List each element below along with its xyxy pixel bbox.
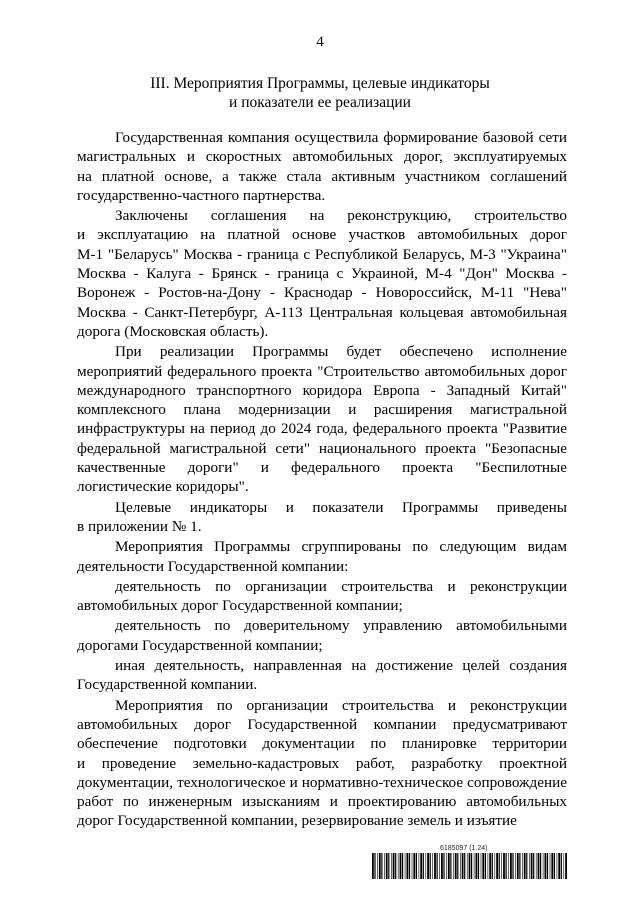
barcode-bar	[519, 853, 520, 879]
barcode-bar	[423, 853, 424, 879]
paragraph	[77, 656, 567, 695]
barcode-bar	[554, 853, 555, 879]
barcode-bar	[443, 853, 444, 879]
paragraph	[77, 577, 567, 616]
barcode-bar	[538, 853, 540, 879]
barcode-bar	[536, 853, 537, 879]
barcode-bar	[533, 853, 534, 879]
paragraph-line: Мероприятия Программы сгруппированы по следующим видам	[115, 538, 567, 556]
barcode-bar	[416, 853, 417, 879]
paragraph-line: обеспечение подготовки документации по планировке территории	[77, 735, 567, 753]
paragraph-line: При реализации Программы будет обеспечено исполнение	[115, 343, 567, 361]
barcode-bar	[474, 853, 475, 879]
paragraph-line: Москва - Санкт-Петербург, А-113 Центральная кольцевая автомобильная	[77, 303, 567, 321]
paragraph-line: дорогами Государственной компании;	[77, 636, 323, 654]
barcode-bar	[508, 853, 509, 879]
paragraph	[77, 206, 567, 341]
barcode-bar	[515, 853, 516, 879]
barcode-bar	[374, 853, 375, 879]
barcode-bar	[557, 853, 558, 879]
paragraph-line: документации, технологическое и нормативно-техническое сопровождение	[77, 773, 567, 791]
barcode-bar	[545, 853, 547, 879]
paragraph-line: деятельности Государственной компании:	[77, 557, 349, 575]
barcode-bar	[407, 853, 409, 879]
paragraph-line: Целевые индикаторы и показатели Программы приведены	[115, 498, 567, 516]
barcode-bar	[377, 853, 378, 879]
barcode-bar	[488, 853, 489, 879]
barcode-bar	[426, 853, 427, 879]
barcode-bar	[379, 853, 381, 879]
body-text	[77, 128, 567, 832]
paragraph-line: на платной основе, а также стала активным участником соглашений	[77, 167, 567, 185]
barcode-bar	[501, 853, 502, 879]
barcode-bar	[446, 853, 447, 879]
paragraph-line: и проведение земельно-кадастровых работ, разработку проектной	[77, 754, 567, 772]
barcode-bar	[531, 853, 533, 879]
barcode-bar	[372, 853, 374, 879]
barcode-bar	[543, 853, 544, 879]
barcode-bar	[386, 853, 388, 879]
barcode-bar	[540, 853, 541, 879]
barcode-bar	[485, 853, 486, 879]
section-heading-line-2: и показатели ее реализации	[229, 94, 411, 111]
barcode-bar	[388, 853, 389, 879]
barcode-bar	[460, 853, 461, 879]
barcode-bar	[384, 853, 385, 879]
barcode-bar	[482, 853, 484, 879]
barcode-bar	[499, 853, 500, 879]
barcode-bar	[393, 853, 395, 879]
paragraph-line: дорог Государственной компании, резервирование земель и изъятие	[77, 812, 517, 830]
barcode-bar	[381, 853, 382, 879]
barcode-bar	[526, 853, 527, 879]
paragraph-line: логистические коридоры".	[77, 478, 249, 496]
barcode-bar	[434, 853, 436, 879]
paragraph	[77, 616, 567, 655]
barcode-bar	[455, 853, 457, 879]
barcode-bar	[495, 853, 496, 879]
barcode-bar	[448, 853, 450, 879]
paragraph-line: государственно-частного партнерства.	[77, 186, 326, 204]
barcode-bar	[471, 853, 472, 879]
barcode	[372, 853, 567, 879]
barcode-bar	[517, 853, 519, 879]
paragraph-line: Государственной компании.	[77, 676, 258, 694]
paragraph-line: М-1 "Беларусь" Москва - граница с Республикой Беларусь, М-3 "Украина"	[77, 245, 567, 263]
barcode-bar	[457, 853, 458, 879]
page-number: 4	[316, 34, 324, 50]
barcode-bar	[412, 853, 413, 879]
barcode-bar	[405, 853, 406, 879]
paragraph-line: инфраструктуры на период до 2024 года, федерального проекта "Развитие	[77, 420, 567, 438]
paragraph-line: Москва - Калуга - Брянск - граница с Украиной, М-4 "Дон" Москва -	[77, 265, 567, 283]
paragraph	[77, 342, 567, 496]
paragraph-line: Воронеж - Ростов-на-Дону - Краснодар - Новороссийск, М-11 "Нева"	[77, 284, 567, 302]
paragraph-line: дорога (Московская область).	[77, 322, 269, 340]
barcode-bar	[561, 853, 562, 879]
document-code: 6185097 (1.24)	[440, 845, 488, 852]
barcode-bar	[450, 853, 451, 879]
barcode-bar	[489, 853, 491, 879]
section-heading	[0, 74, 640, 112]
barcode-bar	[529, 853, 530, 879]
barcode-bar	[419, 853, 420, 879]
paragraph	[77, 537, 567, 576]
barcode-bar	[481, 853, 482, 879]
barcode-bar	[503, 853, 505, 879]
barcode-bar	[496, 853, 498, 879]
barcode-bar	[400, 853, 402, 879]
barcode-bar	[427, 853, 429, 879]
barcode-bar	[492, 853, 493, 879]
barcode-bar	[420, 853, 422, 879]
barcode-bar	[558, 853, 560, 879]
barcode-bar	[547, 853, 548, 879]
paragraph-line: федеральной магистральной сети" национального проекта "Безопасные	[77, 439, 567, 457]
barcode-bar	[506, 853, 507, 879]
paragraph-line: мероприятий федерального проекта "Строительство автомобильных дорог	[77, 362, 567, 380]
barcode-bar	[398, 853, 399, 879]
barcode-bar	[476, 853, 478, 879]
paragraph-line: работ по инженерным изысканиям и проектированию автомобильных	[77, 793, 567, 811]
barcode-bar	[550, 853, 551, 879]
barcode-bar	[432, 853, 433, 879]
paragraph-line: Государственная компания осуществила формирование базовой сети	[115, 129, 567, 146]
paragraph	[77, 498, 567, 537]
barcode-bar	[469, 853, 471, 879]
paragraph-line: международного транспортного коридора Европа - Западный Китай"	[77, 381, 567, 399]
barcode-bar	[402, 853, 403, 879]
barcode-bar	[522, 853, 523, 879]
barcode-bar	[462, 853, 464, 879]
paragraph-line: автомобильных дорог Государственной компании;	[77, 597, 403, 615]
barcode-bar	[391, 853, 392, 879]
paragraph-line: комплексного плана модернизации и расширения магистральной	[77, 401, 567, 419]
barcode-bar	[512, 853, 513, 879]
paragraph-line: автомобильных дорог Государственной компании предусматривают	[77, 715, 567, 733]
paragraph-line: и эксплуатацию на платной основе участков автомобильных дорог	[77, 226, 567, 244]
barcode-bar	[467, 853, 468, 879]
paragraph	[77, 696, 567, 831]
barcode-bar	[551, 853, 553, 879]
paragraph-line: Мероприятия по организации строительства и реконструкции	[115, 696, 567, 714]
barcode-bar	[524, 853, 526, 879]
barcode-bar	[430, 853, 431, 879]
barcode-bar	[564, 853, 565, 879]
barcode-bar	[439, 853, 440, 879]
barcode-bar	[464, 853, 465, 879]
paragraph-line: магистральных и скоростных автомобильных дорог, эксплуатируемых	[77, 148, 567, 166]
barcode-bar	[437, 853, 438, 879]
barcode-bar	[510, 853, 512, 879]
barcode-bar	[413, 853, 415, 879]
barcode-bar	[441, 853, 443, 879]
paragraph-line: Заключены соглашения на реконструкцию, строительство	[115, 207, 567, 225]
paragraph-line: в приложении № 1.	[77, 517, 202, 535]
barcode-bar	[478, 853, 479, 879]
paragraph-line: качественные дороги" и федерального проекта "Беспилотные	[77, 459, 567, 477]
section-heading-line-1: III. Мероприятия Программы, целевые индикаторы	[150, 75, 490, 92]
paragraph	[77, 128, 567, 205]
barcode-bar	[409, 853, 410, 879]
barcode-bar	[395, 853, 396, 879]
paragraph-line: иная деятельность, направленная на достижение целей создания	[115, 657, 567, 675]
barcode-bar	[565, 853, 567, 879]
paragraph-line: деятельность по организации строительства и реконструкции	[115, 577, 567, 595]
paragraph-line: деятельность по доверительному управлению автомобильными	[115, 617, 567, 635]
barcode-bar	[453, 853, 454, 879]
